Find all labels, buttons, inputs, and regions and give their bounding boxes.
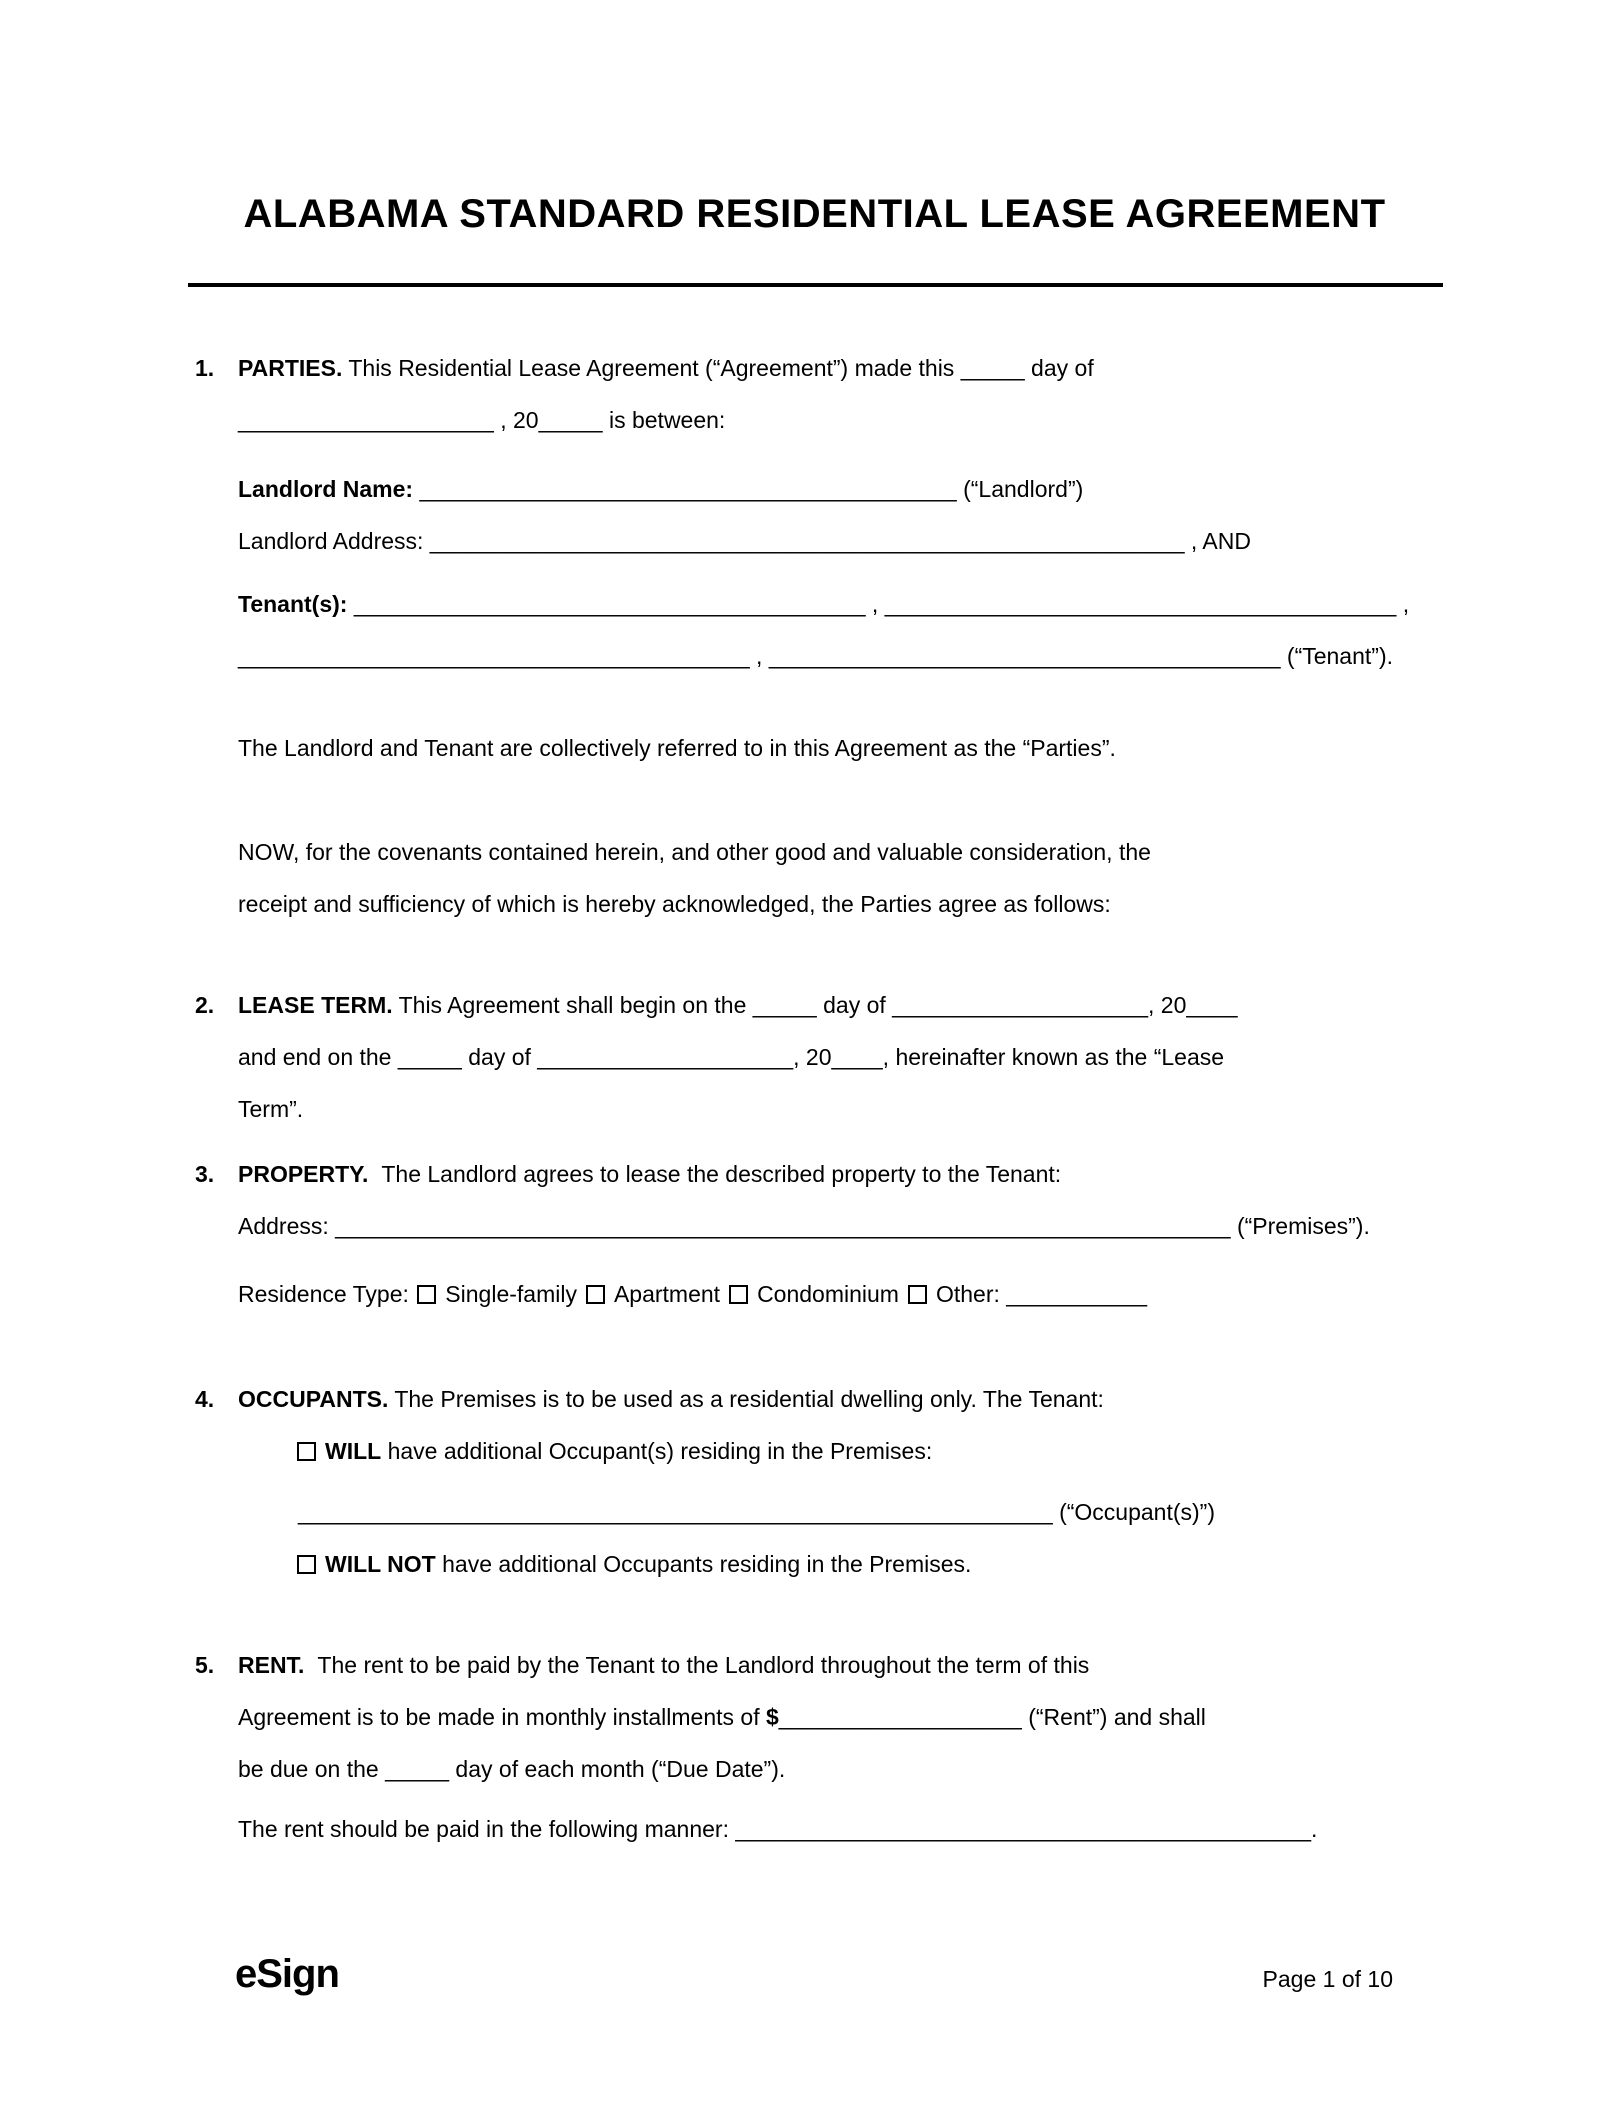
text-run: . [1311, 1816, 1318, 1842]
dollar-sign: $ [765, 1704, 779, 1730]
text-run: is between: [602, 407, 726, 433]
text-run: , [865, 591, 885, 617]
parties-paragraph: The Landlord and Tenant are collectively referred to in this Agreement as the “Parties”. [238, 735, 1116, 761]
blank-landlord-name[interactable]: __________________________________________ [419, 476, 957, 502]
section-heading: PROPERTY. [238, 1161, 369, 1187]
text-line [238, 1639, 1434, 1691]
section-number: 2. [195, 992, 215, 1018]
blank-begin-year[interactable]: ____ [1186, 992, 1238, 1018]
blank-tenant-2[interactable]: ________________________________________ [884, 591, 1397, 617]
text-run: The rent should be paid in the following manner: [238, 1816, 736, 1842]
text-run: , 20 [793, 1044, 832, 1070]
landlord-address-line [238, 515, 1434, 567]
page-number: Page 1 of 10 [1262, 1966, 1393, 1992]
will-not-label: WILL NOT [325, 1551, 436, 1577]
residence-type-line [238, 1268, 1434, 1320]
blank-rent-amount[interactable]: ___________________ [778, 1704, 1022, 1730]
checkbox-single-family[interactable] [417, 1285, 436, 1304]
now-paragraph [238, 826, 1434, 930]
document-title: ALABAMA STANDARD RESIDENTIAL LEASE AGREEMENT [243, 192, 1386, 236]
blank-payment-manner[interactable]: _____________________________________________ [735, 1816, 1311, 1842]
option-apartment: Apartment [613, 1281, 721, 1307]
text-line [238, 394, 1434, 446]
section-parties [195, 342, 1434, 682]
title-divider [188, 283, 1443, 287]
text-run: The Premises is to be used as a residential dwelling only. The Tenant: [388, 1386, 1104, 1412]
residence-type-label: Residence Type: [238, 1281, 416, 1307]
text-run: and end on the [238, 1044, 398, 1070]
blank-year[interactable]: _____ [538, 407, 603, 433]
section-number: 4. [195, 1386, 215, 1412]
checkbox-will-have-occupants[interactable] [297, 1442, 316, 1461]
section-body [238, 342, 1434, 682]
text-run: day of each month (“Due Date”). [449, 1756, 786, 1782]
text-run: (“Rent”) and shall [1021, 1704, 1206, 1730]
text-run: have additional Occupants residing in the Premises. [435, 1551, 972, 1577]
tenant-label: Tenant(s): [238, 591, 354, 617]
section-number: 1. [195, 355, 215, 381]
text-run: , hereinafter known as the “Lease [882, 1044, 1225, 1070]
text-run: Agreement is to be made in monthly installments of [238, 1704, 766, 1730]
text-line: Term”. [238, 1096, 304, 1122]
blank-end-year[interactable]: ____ [831, 1044, 883, 1070]
occupants-blank-line [238, 1486, 1434, 1538]
section-lease-term [195, 979, 1434, 1135]
landlord-name-line [238, 463, 1434, 515]
section-occupants [195, 1373, 1434, 1590]
option-condominium: Condominium [757, 1281, 899, 1307]
text-run: , 20 [493, 407, 539, 433]
text-run: have additional Occupant(s) residing in the Premises: [381, 1438, 933, 1464]
text-run: , 20 [1148, 992, 1187, 1018]
text-run: (“Occupant(s)”) [1052, 1499, 1215, 1525]
text-line [238, 979, 1434, 1031]
text-run: This Residential Lease Agreement (“Agreement”) made this [342, 355, 961, 381]
text-run: , [749, 643, 769, 669]
text-line [238, 1691, 1434, 1743]
text-run: be due on the [238, 1756, 386, 1782]
text-run: The Landlord agrees to lease the described property to the Tenant: [375, 1161, 1062, 1187]
text-run: The rent to be paid by the Tenant to the Landlord throughout the term of this [311, 1652, 1090, 1678]
tenant-line-1 [238, 578, 1434, 630]
section-number: 5. [195, 1652, 215, 1678]
text-line [238, 342, 1434, 394]
option-single-family: Single-family [445, 1281, 577, 1307]
landlord-address-label: Landlord Address: [238, 528, 430, 554]
checkbox-will-not-have-occupants[interactable] [297, 1555, 316, 1574]
document-content [0, 192, 1624, 1855]
section-number: 3. [195, 1161, 215, 1187]
section-body [238, 979, 1434, 1135]
blank-tenant-1[interactable]: ________________________________________ [353, 591, 866, 617]
payment-manner-line [238, 1803, 1434, 1855]
text-run: day of [461, 1044, 538, 1070]
landlord-name-label: Landlord Name: [238, 476, 420, 502]
blank-other-residence[interactable]: ___________ [1006, 1281, 1147, 1307]
section-body [238, 1148, 1434, 1320]
property-address-line [238, 1200, 1434, 1252]
section-heading: LEASE TERM. [238, 992, 393, 1018]
tenant-line-2 [238, 630, 1434, 682]
text-line: NOW, for the covenants contained herein, and other good and valuable consideration, the [238, 839, 1151, 865]
section-body [238, 1373, 1434, 1590]
text-line [238, 1031, 1434, 1083]
blank-due-day[interactable]: _____ [385, 1756, 450, 1782]
blank-day-of-month[interactable]: _____ [960, 355, 1025, 381]
checkbox-apartment[interactable] [586, 1285, 605, 1304]
text-run: (“Premises”). [1230, 1213, 1370, 1239]
esign-logo: eSign [235, 1952, 339, 1996]
text-run: day of [816, 992, 893, 1018]
text-line [238, 1743, 1434, 1795]
text-line [238, 1373, 1434, 1425]
blank-tenant-3[interactable]: ________________________________________ [238, 643, 750, 669]
checkbox-other[interactable] [908, 1285, 927, 1304]
section-rent [195, 1639, 1434, 1855]
section-heading: PARTIES. [238, 355, 343, 381]
text-line [238, 1148, 1434, 1200]
text-line: receipt and sufficiency of which is hereby acknowledged, the Parties agree as follows: [238, 891, 1111, 917]
section-property [195, 1148, 1434, 1320]
blank-occupants-names[interactable]: ___________________________________________________________ [298, 1499, 1053, 1525]
section-heading: OCCUPANTS. [238, 1386, 389, 1412]
blank-end-month[interactable]: ____________________ [537, 1044, 794, 1070]
text-run: This Agreement shall begin on the [392, 992, 753, 1018]
text-run: , AND [1184, 528, 1251, 554]
blank-landlord-address[interactable]: ___________________________________________________________ [429, 528, 1185, 554]
text-run: day of [1024, 355, 1094, 381]
text-run: (“Landlord”) [956, 476, 1084, 502]
text-run: , [1396, 591, 1410, 617]
blank-begin-month[interactable]: ____________________ [892, 992, 1149, 1018]
blank-end-day[interactable]: _____ [397, 1044, 462, 1070]
blank-property-address[interactable]: ______________________________________________________________________ [335, 1213, 1231, 1239]
blank-month[interactable]: ____________________ [238, 407, 494, 433]
section-body [238, 1639, 1434, 1855]
text-run: (“Tenant”). [1280, 643, 1393, 669]
page-footer [235, 1952, 1393, 1997]
will-option-line [238, 1425, 1434, 1477]
blank-begin-day[interactable]: _____ [752, 992, 817, 1018]
will-label: WILL [325, 1438, 382, 1464]
option-other-label: Other: [935, 1281, 1007, 1307]
blank-tenant-4[interactable]: ________________________________________ [768, 643, 1281, 669]
checkbox-condominium[interactable] [729, 1285, 748, 1304]
address-label: Address: [238, 1213, 336, 1239]
will-not-option-line [238, 1538, 1434, 1590]
section-heading: RENT. [238, 1652, 305, 1678]
